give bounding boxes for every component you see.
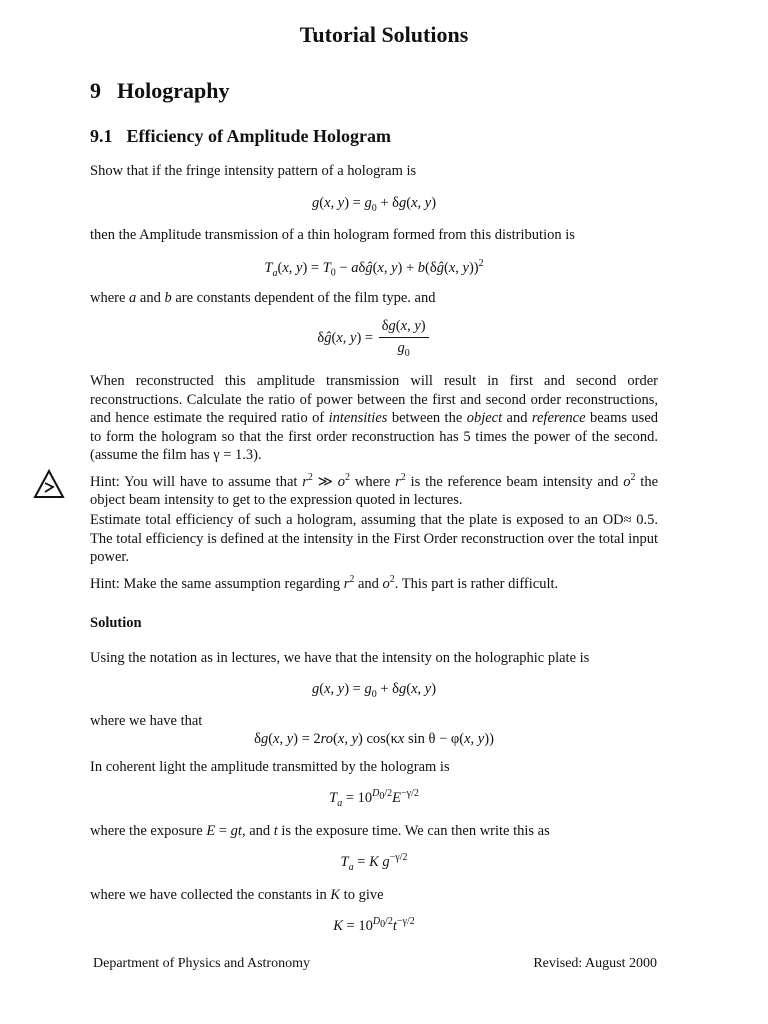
solution-text: where the exposure xyxy=(90,823,207,839)
intro-text: where xyxy=(90,290,130,306)
solution-text: to give xyxy=(340,887,384,903)
section-title: Holography xyxy=(117,78,230,103)
hint-text: Hint: Make the same assumption regarding xyxy=(90,575,344,592)
emph-reference: reference xyxy=(531,410,586,427)
solution-text: is the exposure time. We can then write this as xyxy=(277,823,550,839)
equation-normalized-fringe: δĝ(x, y) = $\frac{\delta g(x, y)}{g_0}$ xyxy=(90,318,658,359)
paragraph-text: and xyxy=(502,410,532,427)
hint-1: Hint: You will have to assume that $r^2$ ≫ $o^2$ where $r^2$ is the reference beam intensity and $o^2$ the object beam intensity to get to the expression quoted in lectures. xyxy=(90,472,659,509)
hint-warning-icon xyxy=(32,468,66,502)
hint-text: the object beam intensity to get to the expression quoted in lectures. xyxy=(90,473,659,509)
equation-intensity: g(x, $y) = g_0 + \delta g(x$, y) xyxy=(311,195,437,214)
equation-intensity-solution: g(x, $y) = g_0 + \delta g(x$, y) xyxy=(311,681,437,700)
intro-line-2: then the Amplitude transmission of a thin hologram formed from this distribution is xyxy=(90,227,575,243)
equation-k: $K = 10^{D_0/2}t^{-\gamma/2}$ xyxy=(333,916,415,934)
page-title: Tutorial Solutions xyxy=(299,22,469,47)
equation-fringe-cosine: δg(x, y) = 2ro(x, y) cos(κx sin θ − φ(x, y)) xyxy=(254,731,494,747)
footer-revised-date: Revised: August 2000 xyxy=(533,956,657,971)
hint-text: and xyxy=(354,575,383,592)
emph-intensities: intensities xyxy=(328,410,388,427)
section-number: 9 xyxy=(90,78,101,103)
solution-line-3: In coherent light the amplitude transmitted by the hologram is xyxy=(90,759,450,775)
equation-amplitude-transmission: $T_a(x$, $y) = T_0$ − aδĝ(x, y) + b(δĝ(x, y))$^2$ xyxy=(264,258,484,279)
solution-line-2: where we have that xyxy=(90,713,203,729)
equation-ta-k: $T_a = K$ $g^{-\gamma/2}$ xyxy=(340,852,408,873)
subsection-number: 9.1 xyxy=(90,126,113,146)
paragraph-text: When reconstructed this amplitude transmission will result in first and second order reconstructions. Calculate the ratio of power between the first and second order reconstructions, and hence estimate the required ratio of xyxy=(90,373,658,427)
intro-line-1: Show that if the fringe intensity pattern of a hologram is xyxy=(90,163,417,179)
fraction: $\frac{\delta g(x, y)}{g_0}$ xyxy=(379,318,429,359)
section-heading xyxy=(90,78,229,104)
intro-text: are constants dependent of the film type. and xyxy=(171,290,436,306)
var-b: b xyxy=(164,290,172,306)
solution-text: , and xyxy=(241,823,274,839)
solution-line-4: where the exposure E = gt, and t is the exposure time. We can then write this as xyxy=(90,823,550,839)
solution-text: where we have collected the constants in xyxy=(90,887,331,903)
paragraph-text: beams used to form the hologram so that the first order reconstruction has 5 times the power of the second. (assume the film has γ = 1.3). xyxy=(90,410,659,464)
estimate-paragraph: Estimate total efficiency of such a hologram, assuming that the plate is exposed to an OD≈ 0.5. The total efficiency is defined at the intensity in the First Order reconstruction over the total input power. xyxy=(90,512,658,566)
paragraph-text: between the xyxy=(387,410,467,427)
subsection-title: Efficiency of Amplitude Hologram xyxy=(126,126,391,146)
solution-heading: Solution xyxy=(90,615,142,631)
hint-text: where xyxy=(350,473,396,490)
intro-line-3 xyxy=(90,289,658,308)
var-a: a xyxy=(129,290,137,306)
paragraph-reconstruction xyxy=(90,372,658,465)
subsection-heading xyxy=(90,126,391,147)
hint-text: is the reference beam intensity and xyxy=(405,473,624,490)
emph-object: object xyxy=(466,410,503,427)
solution-line-1: Using the notation as in lectures, we have that the intensity on the holographic plate is xyxy=(90,650,590,666)
solution-line-5: where we have collected the constants in K to give xyxy=(90,887,384,903)
hint-text: Hint: You will have to assume that xyxy=(90,473,303,490)
equation-transmitted-amplitude: $T_a = 10^{D_0/2}E^{-\gamma/2}$ xyxy=(329,788,419,809)
intro-text: and xyxy=(136,290,165,306)
footer-department: Department of Physics and Astronomy xyxy=(93,956,310,971)
hint-text: . This part is rather difficult. xyxy=(394,575,559,592)
hint-2: Hint: Make the same assumption regarding $r^2$ and $o^2$. This part is rather difficult. xyxy=(90,574,559,592)
